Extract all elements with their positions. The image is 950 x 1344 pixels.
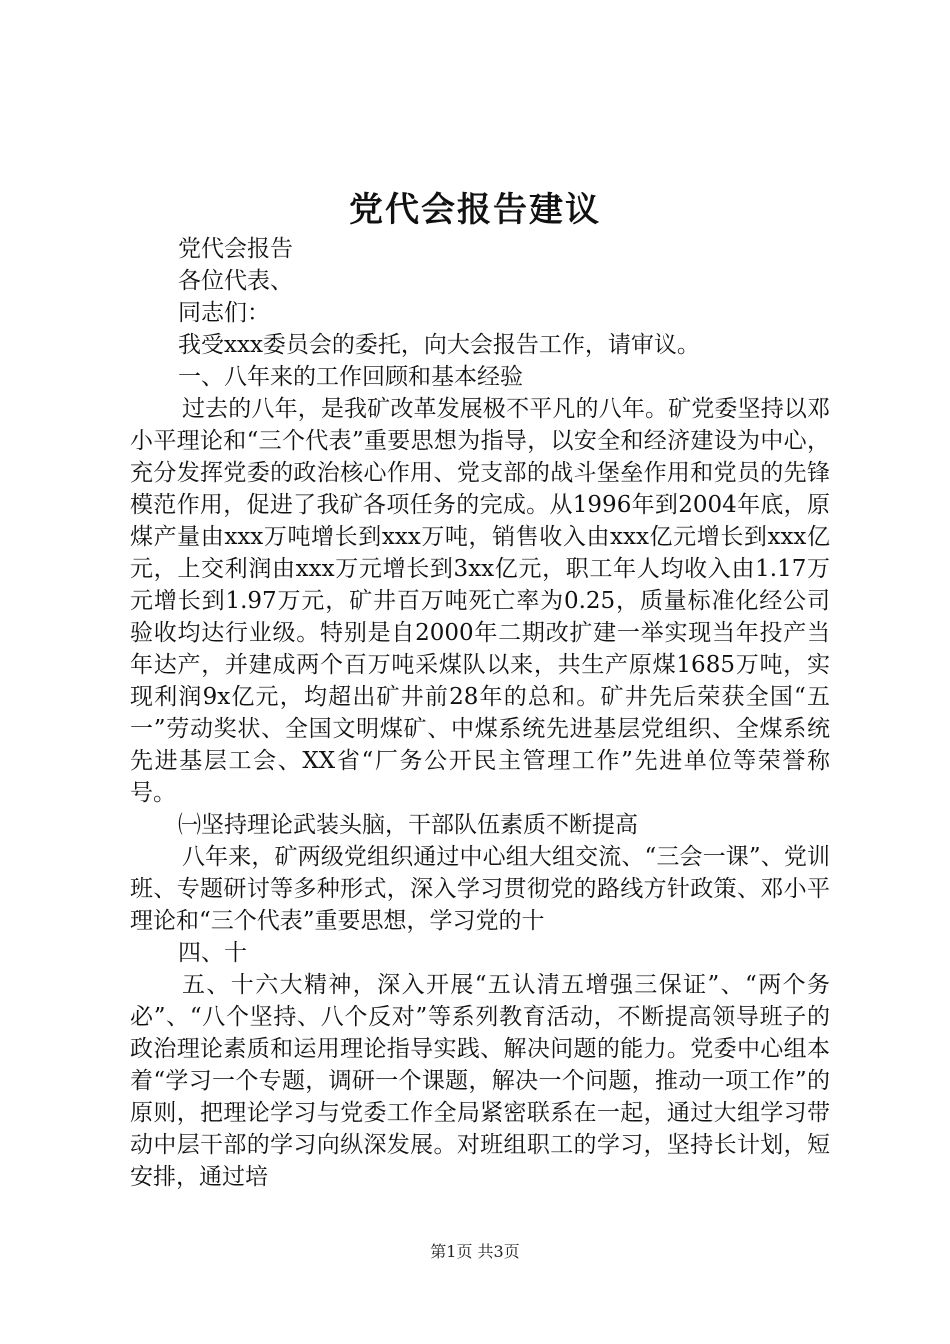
document-title: 党代会报告建议 — [349, 190, 601, 230]
theory-paragraph: 八年来，矿两级党组织通过中心组大组交流、“三会一课”、党训班、专题研讨等多种形式，深入学习贯彻党的路线方针政策、邓小平理论和“三个代表”重要思想，学习党的十 — [130, 844, 830, 934]
report-label: 党代会报告 — [178, 236, 293, 262]
review-paragraph: 过去的八年，是我矿改革发展极不平凡的八年。矿党委坚持以邓小平理论和“三个代表”重要思想为指导，以安全和经济建设为中心，充分发挥党委的政治核心作用、党支部的战斗堡垒作用和党员的先锋模范作用，促进了我矿各项任务的完成。从1996年到2004年底，原煤产量由xxx万吨增长到xxx万吨，销售收入由xxx亿元增长到xxx亿元，上交利润由xxx万元增长到3xx亿元，职工年人均收入由1.17万元增长到1.97万元，矿井百万吨死亡率为0.25，质量标准化经公司验收均达行业级。特别是自2000年二期改扩建一举实现当年投产当年达产，并建成两个百万吨采煤队以来，共生产原煤1685万吨，实现利润9x亿元，均超出矿井前28年的总和。矿井先后荣获全国“五一”劳动奖状、全国文明煤矿、中煤系统先进基层党组织、全煤系统先进基层工会、XX省“厂务公开民主管理工作”先进单位等荣誉称号。 — [130, 396, 830, 806]
opening-paragraph: 我受xxx委员会的委托，向大会报告工作，请审议。 — [178, 332, 700, 358]
fragment-line: 四、十 — [178, 940, 247, 966]
section-heading-1: 一、八年来的工作回顾和基本经验 — [178, 364, 523, 390]
subsection-heading-1: ㈠坚持理论武装头脑，干部队伍素质不断提高 — [178, 812, 638, 838]
study-paragraph: 五、十六大精神，深入开展“五认清五增强三保证”、“两个务必”、“八个坚持、八个反对”等系列教育活动，不断提高领导班子的政治理论素质和运用理论指导实践、解决问题的能力。党委中心组本着“学习一个专题，调研一个课题，解决一个问题，推动一项工作”的原则，把理论学习与党委工作全局紧密联系在一起，通过大组学习带动中层干部的学习向纵深发展。对班组职工的学习，坚持长计划，短安排，通过培 — [130, 972, 830, 1190]
salutation-comrades: 同志们： — [178, 300, 270, 326]
page-number-footer: 第1页 共3页 — [430, 1242, 520, 1261]
salutation-delegates: 各位代表、 — [178, 268, 293, 294]
document-body — [130, 233, 830, 1193]
